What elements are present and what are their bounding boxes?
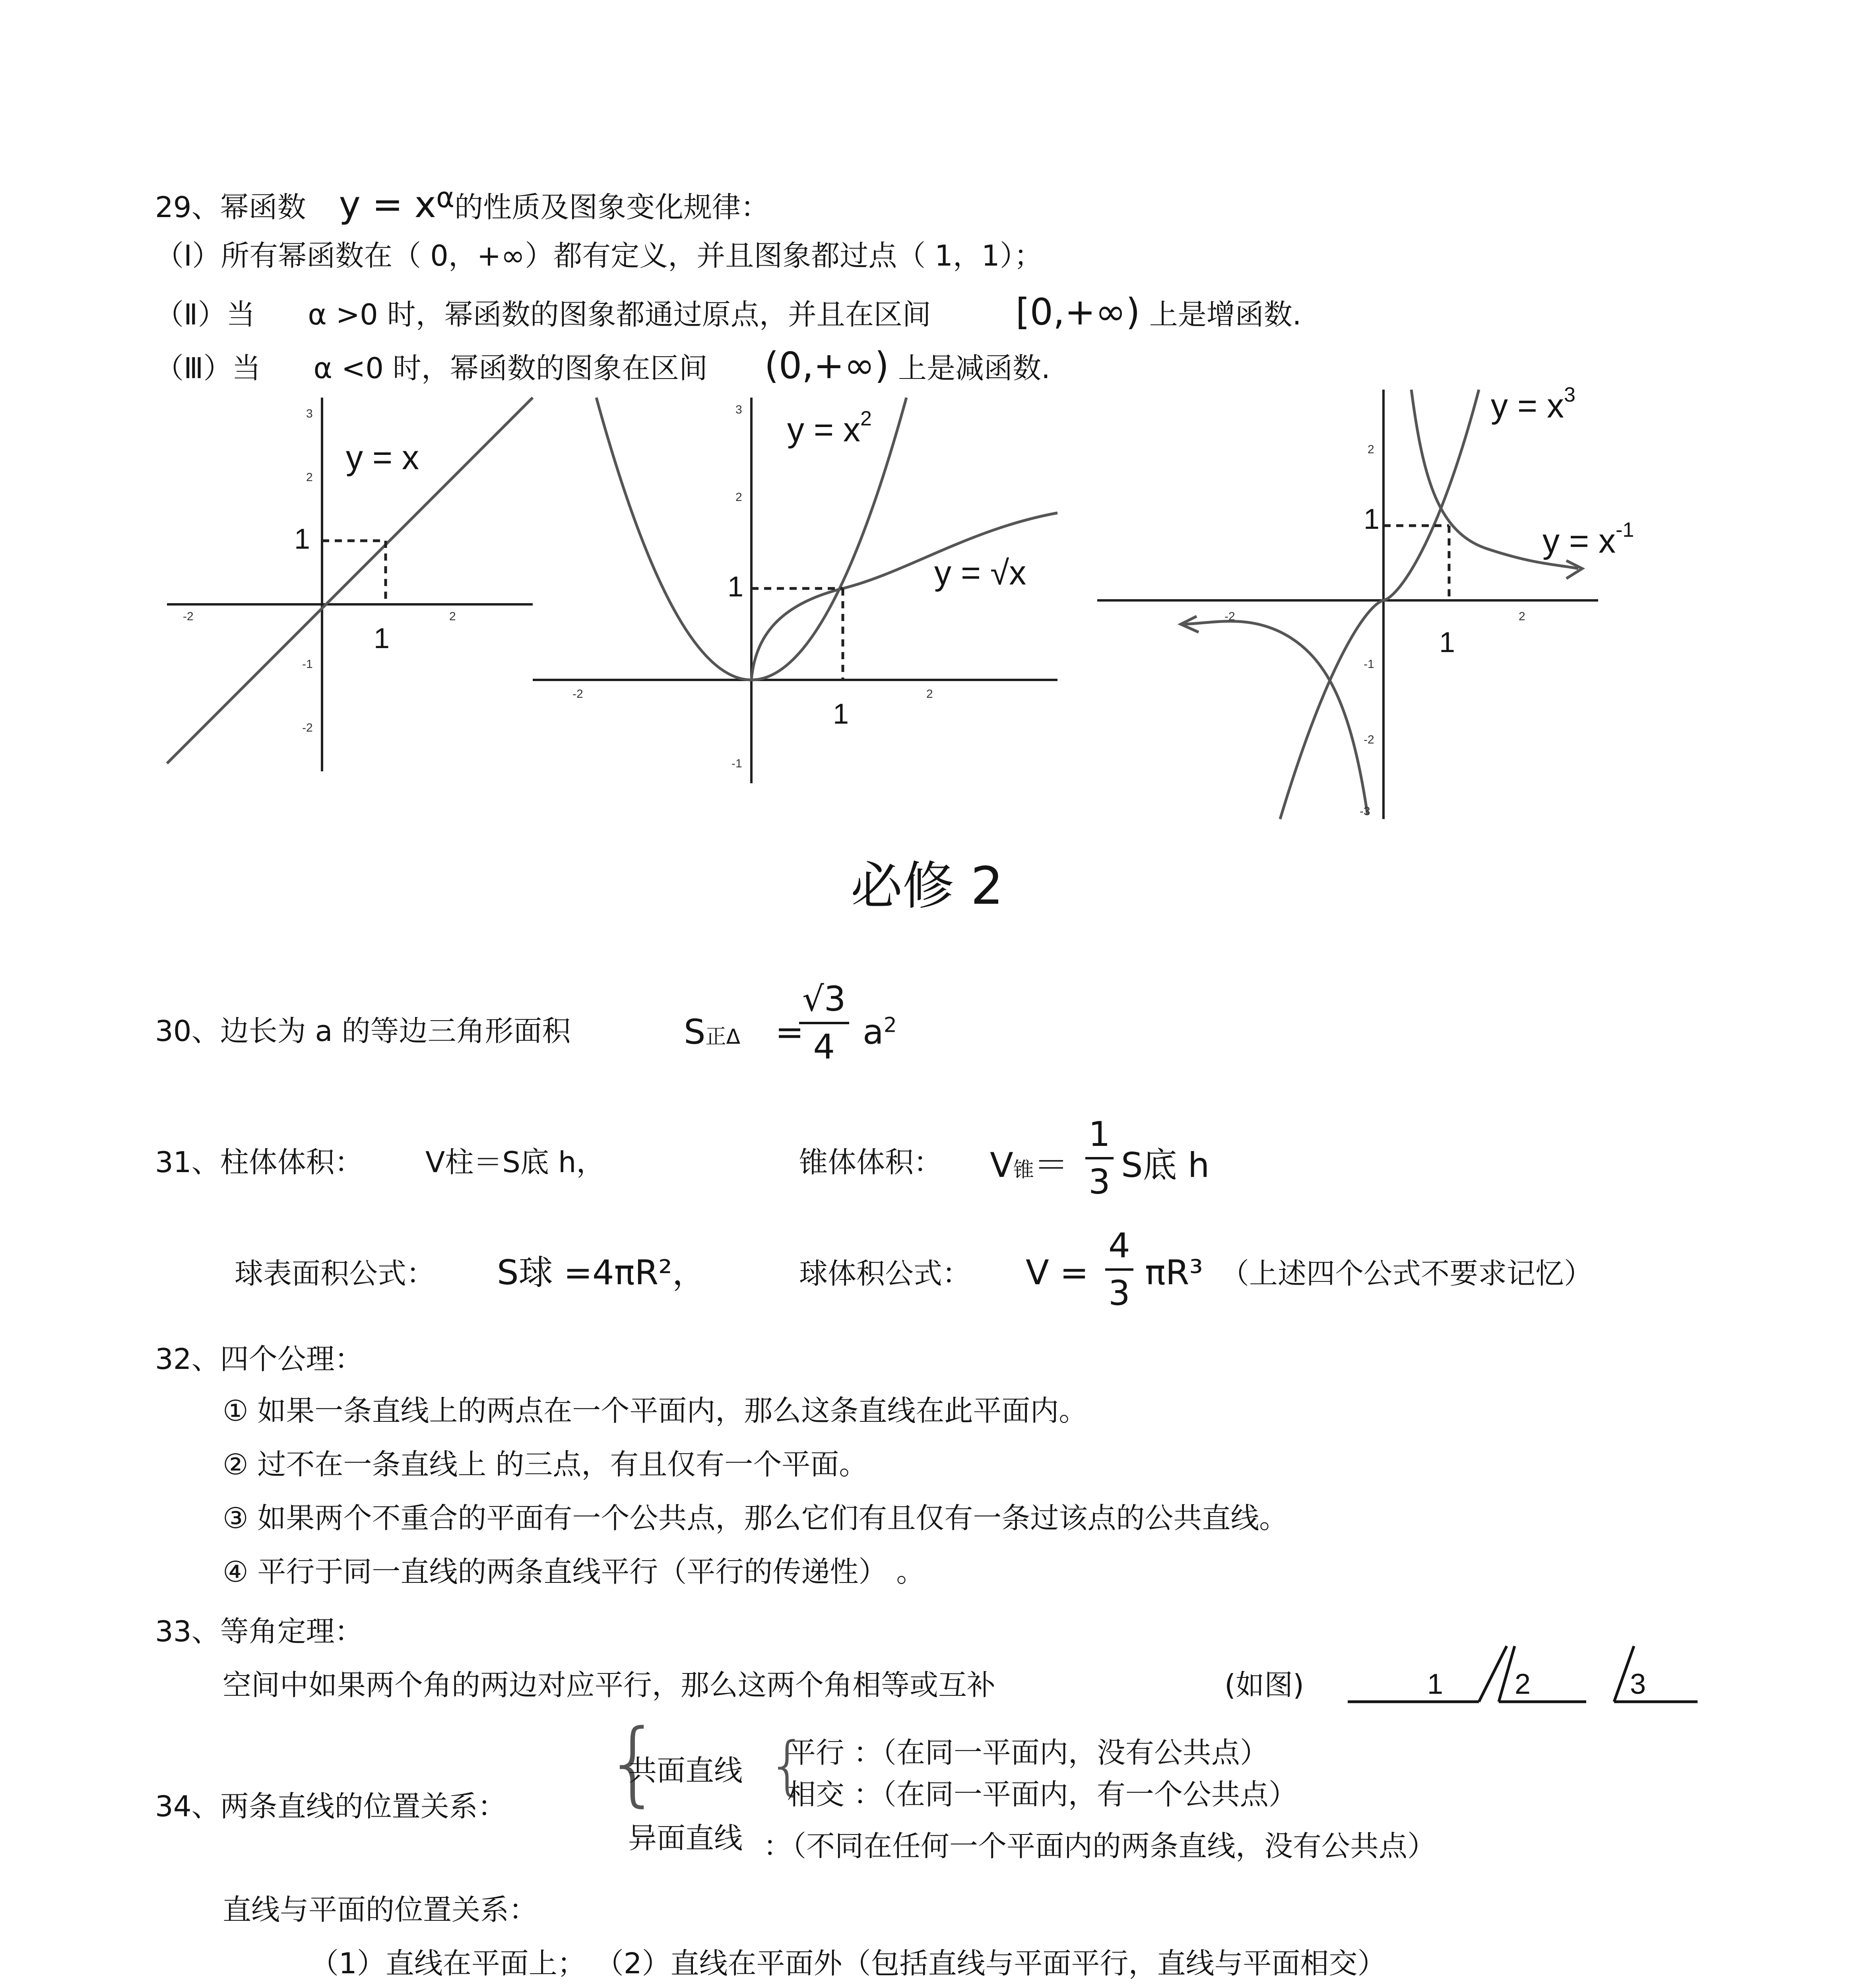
s33-angle-figures [1348, 1634, 1705, 1714]
s31-cone: 锥体体积： [799, 1145, 943, 1179]
s30-eq: = [775, 1012, 804, 1052]
s31-note: （上述四个公式不要求记忆） [1220, 1257, 1593, 1290]
svg-text:2: 2 [1515, 1668, 1531, 1700]
svg-text:2: 2 [1519, 610, 1525, 623]
svg-text:3: 3 [735, 403, 742, 416]
svg-text:1: 1 [728, 571, 744, 603]
svg-text:-2: -2 [1224, 610, 1235, 623]
s29-line1: （Ⅰ）所有幂函数在（ 0，+∞）都有定义，并且图象都过点（ 1，1）； [155, 239, 1043, 272]
svg-text:2: 2 [735, 491, 742, 504]
s32-item-3: ③ 如果两个不重合的平面有一个公共点，那么它们有且仅有一条过该点的公共直线。 [223, 1501, 1288, 1535]
svg-text:2: 2 [449, 610, 456, 623]
s31-prism: 31、柱体体积： [155, 1145, 363, 1179]
svg-text:2: 2 [1368, 443, 1374, 456]
svg-text:y = x-1: $y = x^{-1}$ [1542, 518, 1634, 560]
s31-cone-tail: S底 h [1121, 1145, 1210, 1185]
svg-text:3: 3 [306, 407, 313, 420]
s32-item-1: ① 如果一条直线上的两点在一个平面内，那么这条直线在此平面内。 [223, 1394, 1088, 1427]
svg-text:-1: -1 [1364, 658, 1374, 671]
s30-S: S正Δ [684, 1012, 741, 1052]
svg-text:-2: -2 [183, 610, 194, 623]
s29-title: 29、幂函数 $y = x^\alpha$的性质及图象变化规律： [155, 181, 770, 226]
s31-sphere-area: 球表面积公式： [235, 1257, 435, 1290]
s34-skew-desc: ：（不同在任何一个平面内的两条直线，没有公共点） [763, 1829, 1436, 1863]
s34-skew: 异面直线 [628, 1821, 743, 1855]
s33-text: 空间中如果两个角的两边对应平行，那么这两个角相等或互补 [223, 1668, 996, 1702]
s34-parallel: 平行 ：（在同一平面内，没有公共点） [787, 1736, 1269, 1769]
svg-text:-2: -2 [572, 687, 583, 701]
s30-tail: $a^2$ [863, 1012, 897, 1052]
s31-cone-V: V锥＝ [990, 1145, 1068, 1185]
svg-text:-2: -2 [302, 721, 313, 734]
svg-text:-1: -1 [302, 658, 313, 671]
s32-item-4: ④ 平行于同一直线的两条直线平行（平行的传递性） 。 [223, 1555, 925, 1588]
s34-line-plane-title: 直线与平面的位置关系： [223, 1893, 538, 1926]
s34-intersect: 相交 ：（在同一平面内，有一个公共点） [787, 1778, 1297, 1811]
s34-brace-outer: { [604, 1710, 663, 1816]
s31-sphere-fraction: 4 3 [1105, 1229, 1133, 1310]
svg-text:1: 1 [1439, 627, 1455, 658]
svg-text:-2: -2 [1364, 733, 1374, 746]
svg-text:y = √x: y = √x [934, 554, 1026, 592]
s34-title: 34、两条直线的位置关系： [155, 1790, 506, 1823]
svg-text:1: 1 [374, 623, 390, 654]
graph-y-eq-x3-inv [1089, 382, 1634, 827]
s34-brace-inner: { [767, 1728, 808, 1802]
s31-sphere-vol-V: V = [1026, 1253, 1089, 1293]
section-heading: 必修 2 [851, 856, 1004, 916]
svg-text:y = x2: $y = x^2$ [787, 407, 872, 449]
svg-text:3: 3 [1630, 1668, 1646, 1700]
svg-text:-1: -1 [731, 757, 742, 770]
svg-text:2: 2 [306, 471, 313, 484]
s31-sphere-vol-tail: πR³ [1145, 1253, 1203, 1293]
svg-text:1: 1 [1427, 1668, 1444, 1700]
graph-y-eq-x2-sqrt [533, 390, 1065, 787]
s33-fig-ref: (如图) [1224, 1668, 1304, 1702]
graph-y-eq-x [159, 390, 541, 779]
s33-title: 33、等角定理： [155, 1615, 363, 1648]
s31-sphere-vol: 球体积公式： [799, 1257, 971, 1290]
s31-cone-fraction: 1 3 [1085, 1117, 1114, 1199]
s31-prism-formula: V柱＝S底 h， [425, 1145, 605, 1179]
s32-title: 32、四个公理： [155, 1342, 363, 1376]
s34-coplanar: 共面直线 [628, 1754, 743, 1787]
s32-item-2: ② 过不在一条直线上 的三点，有且仅有一个平面。 [223, 1448, 868, 1481]
g1-label: y = x [346, 439, 419, 477]
svg-text:2: 2 [926, 687, 933, 701]
s30-fraction: √3 4 [799, 982, 849, 1064]
svg-text:1: 1 [294, 523, 310, 555]
s29-line2: （Ⅱ）当 α >0 时，幂函数的图象都通过原点，并且在区间 [0,+∞) 上是增函数. [155, 291, 1302, 333]
svg-text:-3: -3 [1360, 805, 1370, 818]
s29-line3: （Ⅲ）当 α <0 时，幂函数的图象在区间 (0,+∞) 上是减函数. [155, 344, 1050, 387]
s30-text: 30、边长为 a 的等边三角形面积 [155, 1014, 571, 1048]
svg-text:1: 1 [833, 698, 849, 730]
s31-sphere-area-formula: S球 =4πR²， [497, 1253, 706, 1293]
s34-line-plane-items: （1）直线在平面上； （2）直线在平面外（包括直线与平面平行，直线与平面相交） [310, 1947, 1386, 1980]
svg-text:1: 1 [1364, 503, 1380, 535]
svg-text:y = x3: $y = x^3$ [1491, 383, 1575, 425]
